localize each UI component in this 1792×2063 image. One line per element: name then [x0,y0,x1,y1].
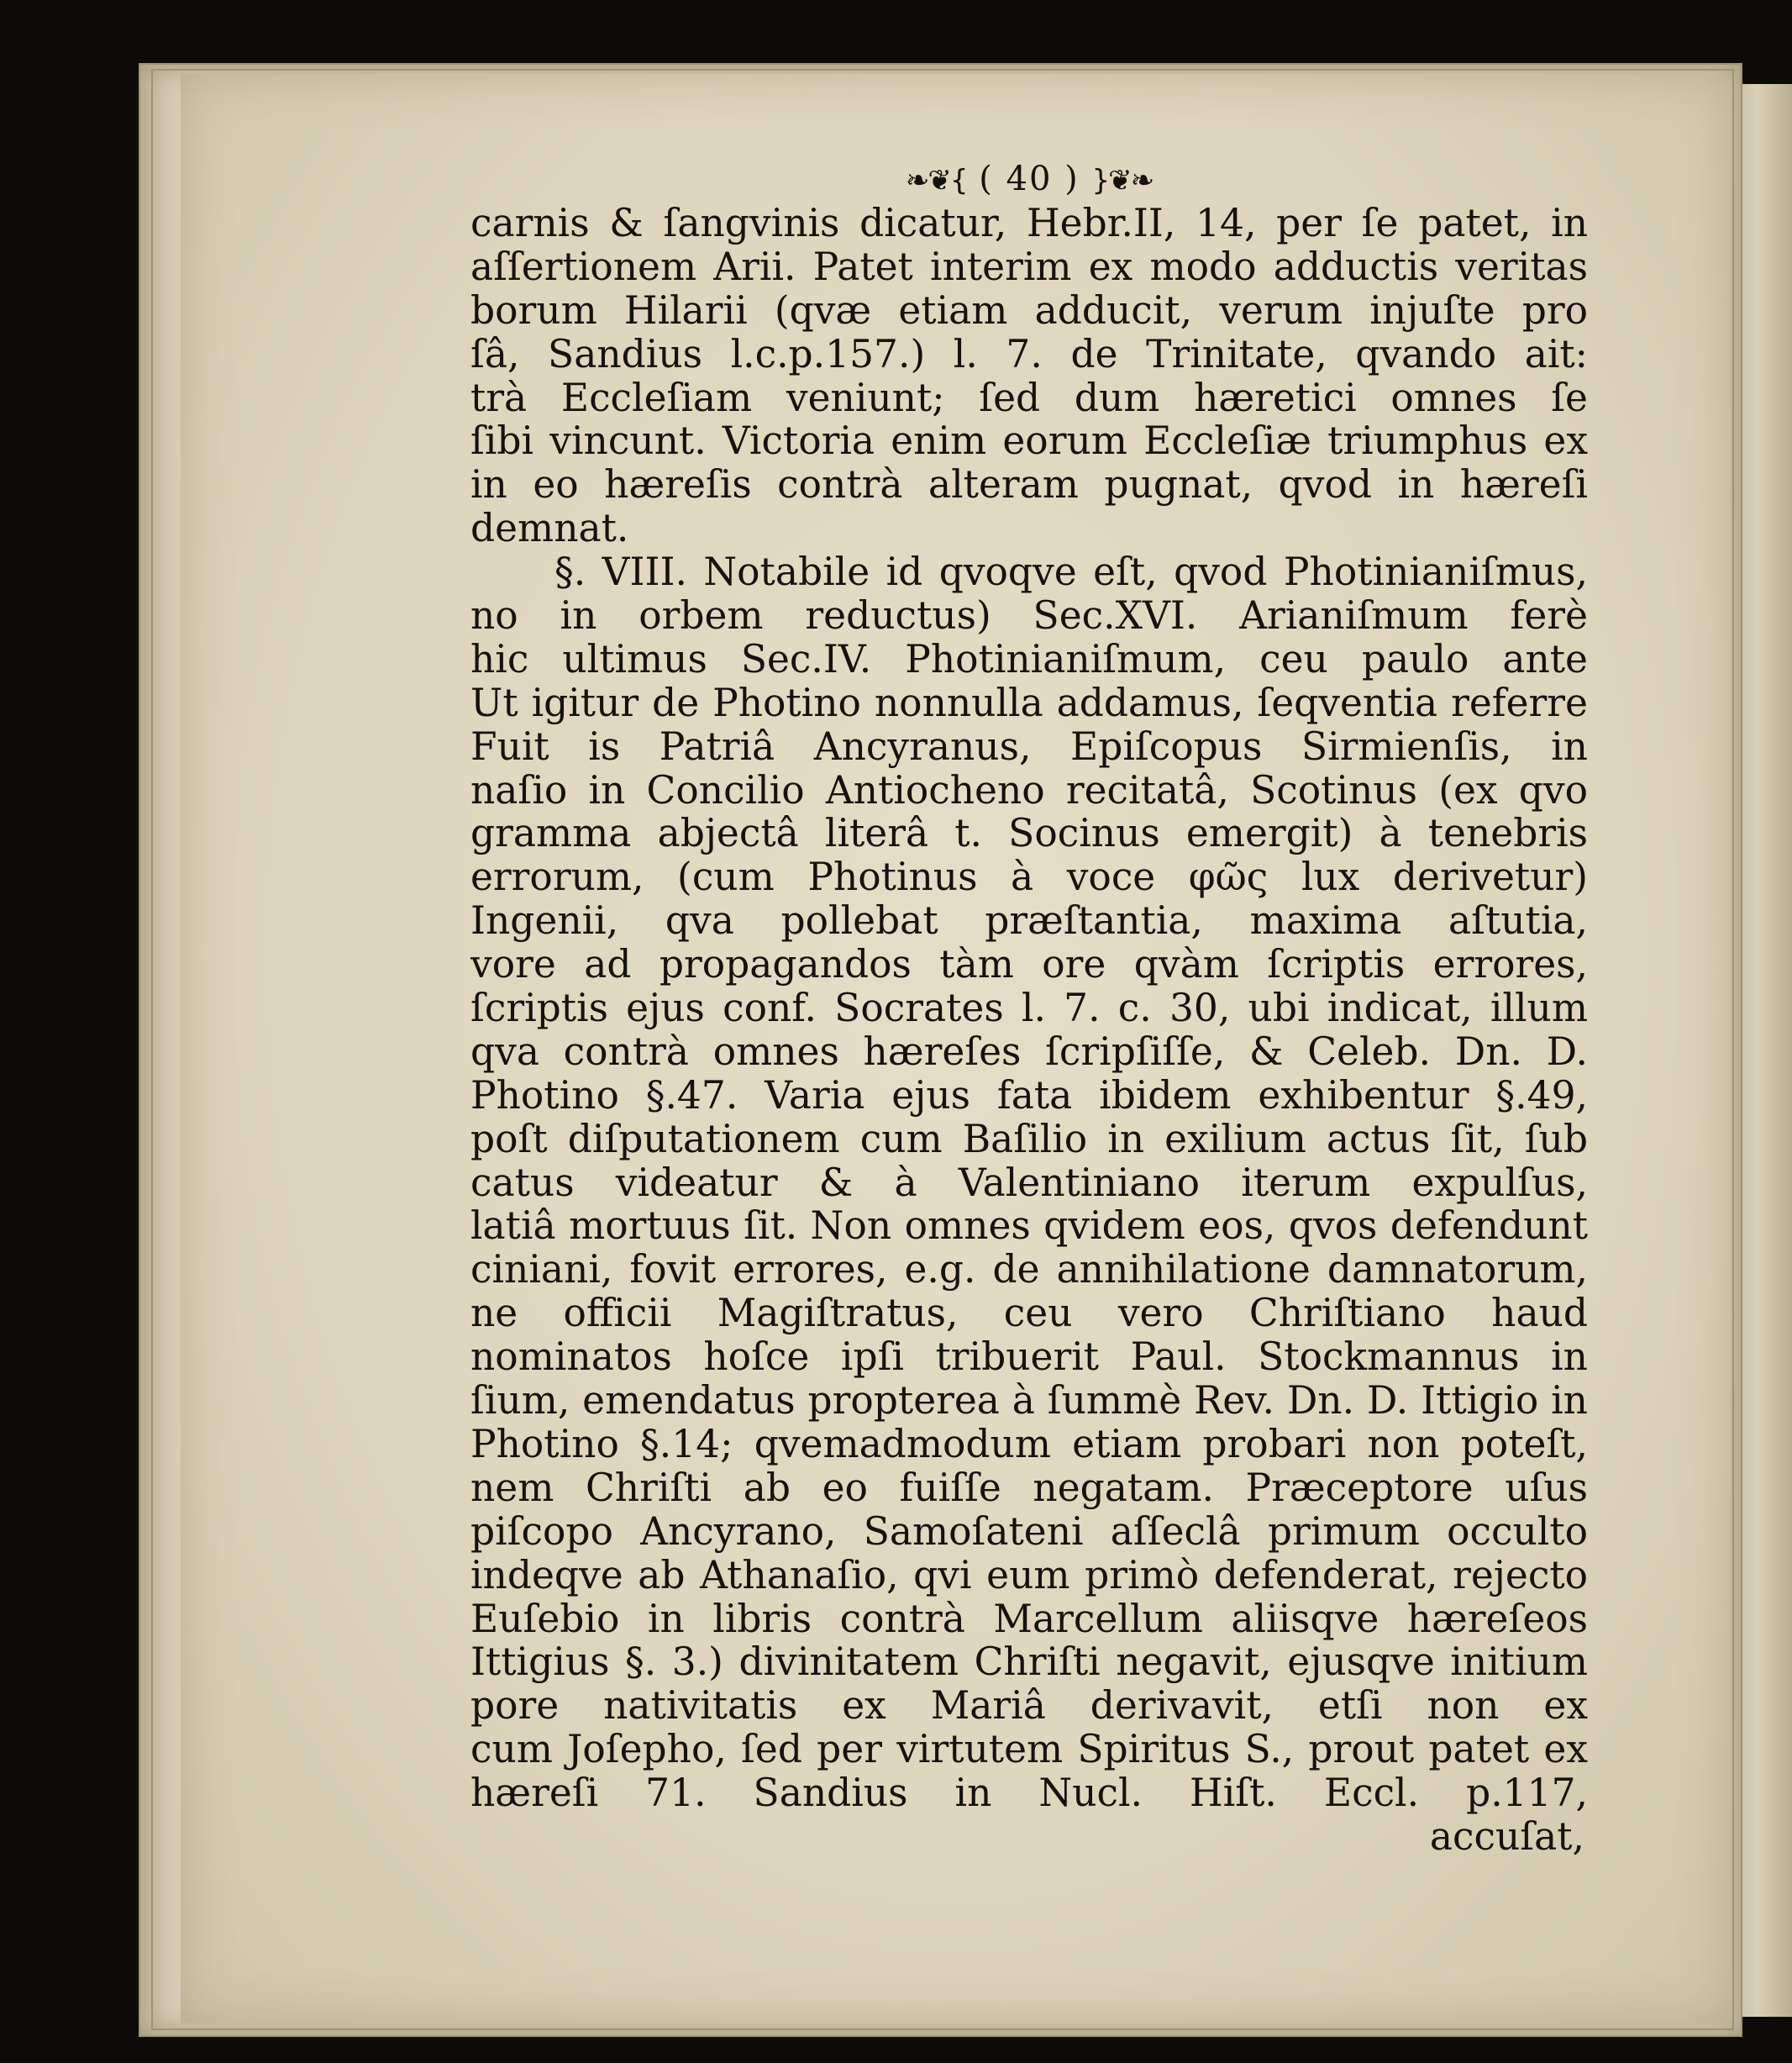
text-line: no in orbem reductus) Sec.XVI. Arianiſmum ferè [470,594,1588,638]
catchword: accuſat, [1429,1813,1584,1859]
page-number: ( 40 ) [979,160,1080,198]
text-line: cum Joſepho, ſed per virtutem Spiritus S., prout patet ex [470,1728,1588,1772]
text-line: ſibi vincunt. Victoria enim eorum Eccleſiæ triumphus ex [470,419,1588,464]
text-line: pore nativitatis ex Mariâ derivavit, etſi non ex [470,1684,1588,1729]
text-line: poſt diſputationem cum Baſilio in exilium actus ſit, ſub [470,1117,1588,1161]
text-line: borum Hilarii (qvæ etiam adducit, verum injuſte pro [470,288,1588,333]
text-line: hic ultimus Sec.IV. Photinianiſmum, ceu paulo ante [470,637,1588,682]
text-line: nominatos hoſce ipſi tribuerit Paul. Stockmannus in [470,1335,1588,1380]
text-line: ſâ, Sandius l.c.p.157.) l. 7. de Trinitate, qvando ait: [470,332,1588,376]
text-line: Ut igitur de Photino nonnulla addamus, ſeqventia referre [470,681,1588,725]
text-line: gramma abjectâ literâ t. Socinus emergit) à tenebris [470,812,1588,856]
text-line: Ingenii, qva pollebat præſtantia, maxima aſtutia, [470,899,1588,944]
text-line: ciniani, fovit errores, e.g. de annihilatione damnatorum, [470,1248,1588,1292]
text-line: indeqve ab Athanaſio, qvi eum primò defenderat, rejecto [470,1553,1588,1597]
text-line: Photino §.14; qvemadmodum etiam probari non poteſt, [470,1422,1588,1466]
text-line: catus videatur & à Valentiniano iterum expulſus, [470,1160,1588,1205]
text-line: §. VIII. Notabile id qvoqve eſt, qvod Photinianiſmus, [554,550,1588,595]
text-line: aſſertionem Arii. Patet interim ex modo adductis veritas [470,245,1588,289]
text-line: latiâ mortuus ſit. Non omnes qvidem eos, qvos defendunt [470,1204,1588,1249]
text-line: Ittigius §. 3.) divinitatem Chriſti negavit, ejusqve initium [470,1640,1588,1685]
text-line: Fuit is Patriâ Ancyranus, Epiſcopus Sirmienſis, in [470,724,1588,769]
left-ornament: ❧❦{ [905,164,967,197]
text-line: ne officii Magiſtratus, ceu vero Chriſtiano haud [470,1292,1588,1336]
page-text [470,158,1588,1859]
adjacent-page-edge [1735,84,1792,2017]
text-line: qva contrà omnes hæreſes ſcripſiſſe, & Celeb. Dn. D. [470,1029,1588,1074]
text-line: Photino §.47. Varia ejus fata ibidem exhibentur §.49, [470,1073,1588,1118]
text-line: errorum, (cum Photinus à voce φῶς lux derivetur) [470,855,1588,900]
text-line: piſcopo Ancyrano, Samoſateni aſſeclâ primum occulto [470,1509,1588,1554]
text-line: ſium, emendatus propterea à ſummè Rev. Dn. D. Ittigio in [470,1379,1588,1423]
text-line: hæreſi 71. Sandius in Nucl. Hiſt. Eccl. p.117, [470,1771,1588,1815]
text-line: in eo hæreſis contrà alteram pugnat, qvod in hæreſi [470,463,1588,508]
text-line: nem Chriſti ab eo fuiſſe negatam. Præceptore uſus [470,1466,1588,1510]
text-line: demnat. [470,507,629,551]
text-line: Euſebio in libris contrà Marcellum aliisqve hæreſeos [470,1597,1588,1641]
page-header [470,158,1588,202]
text-line: trà Eccleſiam veniunt; ſed dum hæretici omnes ſe [470,376,1588,420]
text-line: vore ad propagandos tàm ore qvàm ſcriptis errores, [470,943,1588,987]
right-ornament: }❦❧ [1091,164,1154,197]
text-line: naſio in Concilio Antiocheno recitatâ, Scotinus (ex qvo [470,768,1588,813]
text-line: ſcriptis ejus conf. Socrates l. 7. c. 30, ubi indicat, illum [470,987,1588,1030]
text-line: carnis & ſangvinis dicatur, Hebr.II, 14, per ſe patet, in [470,202,1588,245]
